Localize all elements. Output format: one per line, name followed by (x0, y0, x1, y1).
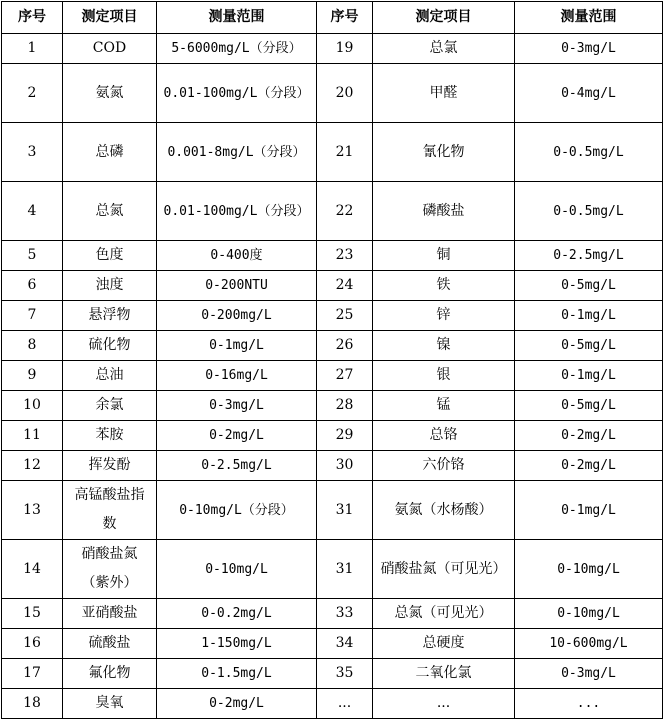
table-row (2, 331, 663, 361)
table-row (2, 182, 663, 241)
serial-cell: 13 (2, 481, 63, 540)
table-body (2, 34, 663, 719)
item-cell: 总油 (63, 361, 157, 391)
item-cell: 氨氮（水杨酸） (373, 481, 515, 540)
table-row (2, 629, 663, 659)
table-row (2, 689, 663, 719)
range-cell: 0-3mg/L (515, 34, 663, 64)
table-row (2, 659, 663, 689)
item-cell: 银 (373, 361, 515, 391)
range-cell: 0-10mg/L (157, 540, 317, 599)
item-cell: 浊度 (63, 271, 157, 301)
item-cell: 铜 (373, 241, 515, 271)
range-cell: 0-10mg/L (515, 599, 663, 629)
serial-cell: 26 (317, 331, 373, 361)
table-row (2, 540, 663, 599)
serial-cell: 25 (317, 301, 373, 331)
serial-cell: 2 (2, 64, 63, 123)
serial-cell: 31 (317, 540, 373, 599)
table-row (2, 123, 663, 182)
item-cell: 硫酸盐 (63, 629, 157, 659)
item-cell: 色度 (63, 241, 157, 271)
item-cell: 硝酸盐氮（紫外） (63, 540, 157, 599)
table-row (2, 301, 663, 331)
range-cell: 0-1.5mg/L (157, 659, 317, 689)
serial-cell: 1 (2, 34, 63, 64)
item-cell: 氟化物 (63, 659, 157, 689)
range-cell: 0-2mg/L (515, 421, 663, 451)
header-serial-2: 序号 (317, 2, 373, 34)
range-cell: 0-0.2mg/L (157, 599, 317, 629)
item-cell: 苯胺 (63, 421, 157, 451)
item-cell: 六价铬 (373, 451, 515, 481)
table-row (2, 361, 663, 391)
item-cell: 铁 (373, 271, 515, 301)
range-cell: 0-1mg/L (515, 301, 663, 331)
table-row (2, 421, 663, 451)
range-cell: 0-10mg/L (515, 540, 663, 599)
range-cell: 0-1mg/L (515, 361, 663, 391)
range-cell: 0-1mg/L (515, 481, 663, 540)
range-cell: 1-150mg/L (157, 629, 317, 659)
item-cell: 氨氮 (63, 64, 157, 123)
range-cell: 0-0.5mg/L (515, 182, 663, 241)
item-cell: 总硬度 (373, 629, 515, 659)
table-row (2, 241, 663, 271)
item-cell: 氰化物 (373, 123, 515, 182)
serial-cell: 19 (317, 34, 373, 64)
item-cell: 余氯 (63, 391, 157, 421)
serial-cell: 27 (317, 361, 373, 391)
table-row (2, 451, 663, 481)
serial-cell: ... (317, 689, 373, 719)
item-cell: 亚硝酸盐 (63, 599, 157, 629)
range-cell: 0-10mg/L（分段） (157, 481, 317, 540)
serial-cell: 3 (2, 123, 63, 182)
range-cell: 0-2.5mg/L (515, 241, 663, 271)
serial-cell: 33 (317, 599, 373, 629)
item-cell: 磷酸盐 (373, 182, 515, 241)
serial-cell: 29 (317, 421, 373, 451)
item-cell: 高锰酸盐指数 (63, 481, 157, 540)
item-cell: 总磷 (63, 123, 157, 182)
range-cell: 0-1mg/L (157, 331, 317, 361)
item-cell: 锌 (373, 301, 515, 331)
range-cell: 0-5mg/L (515, 331, 663, 361)
range-cell: 0-3mg/L (157, 391, 317, 421)
header-serial-1: 序号 (2, 2, 63, 34)
serial-cell: 16 (2, 629, 63, 659)
table-row (2, 599, 663, 629)
range-cell: 0.01-100mg/L（分段） (157, 182, 317, 241)
range-cell: 10-600mg/L (515, 629, 663, 659)
header-item-1: 测定项目 (63, 2, 157, 34)
serial-cell: 4 (2, 182, 63, 241)
item-cell: 挥发酚 (63, 451, 157, 481)
serial-cell: 12 (2, 451, 63, 481)
serial-cell: 10 (2, 391, 63, 421)
serial-cell: 20 (317, 64, 373, 123)
measurement-range-table (1, 1, 663, 719)
range-cell: 0-200NTU (157, 271, 317, 301)
range-cell: 0-3mg/L (515, 659, 663, 689)
item-cell: 悬浮物 (63, 301, 157, 331)
item-cell: 镍 (373, 331, 515, 361)
serial-cell: 7 (2, 301, 63, 331)
range-cell: 0-0.5mg/L (515, 123, 663, 182)
item-cell: 臭氧 (63, 689, 157, 719)
range-cell: 0.01-100mg/L（分段） (157, 64, 317, 123)
serial-cell: 24 (317, 271, 373, 301)
range-cell: 5-6000mg/L（分段） (157, 34, 317, 64)
table-row (2, 64, 663, 123)
range-cell: 0-2.5mg/L (157, 451, 317, 481)
serial-cell: 6 (2, 271, 63, 301)
table-row (2, 391, 663, 421)
serial-cell: 35 (317, 659, 373, 689)
header-item-2: 测定项目 (373, 2, 515, 34)
item-cell: ... (373, 689, 515, 719)
item-cell: COD (63, 34, 157, 64)
serial-cell: 15 (2, 599, 63, 629)
serial-cell: 14 (2, 540, 63, 599)
serial-cell: 30 (317, 451, 373, 481)
serial-cell: 31 (317, 481, 373, 540)
serial-cell: 23 (317, 241, 373, 271)
serial-cell: 34 (317, 629, 373, 659)
range-cell: 0-2mg/L (157, 421, 317, 451)
range-cell: 0-2mg/L (157, 689, 317, 719)
serial-cell: 21 (317, 123, 373, 182)
range-cell: 0-400度 (157, 241, 317, 271)
serial-cell: 9 (2, 361, 63, 391)
item-cell: 总氮（可见光） (373, 599, 515, 629)
item-cell: 硝酸盐氮（可见光） (373, 540, 515, 599)
range-cell: ... (515, 689, 663, 719)
item-cell: 总铬 (373, 421, 515, 451)
item-cell: 总氯 (373, 34, 515, 64)
serial-cell: 5 (2, 241, 63, 271)
header-range-2: 测量范围 (515, 2, 663, 34)
range-cell: 0-200mg/L (157, 301, 317, 331)
range-cell: 0-4mg/L (515, 64, 663, 123)
range-cell: 0-5mg/L (515, 391, 663, 421)
range-cell: 0.001-8mg/L（分段） (157, 123, 317, 182)
range-cell: 0-5mg/L (515, 271, 663, 301)
table-row (2, 271, 663, 301)
serial-cell: 11 (2, 421, 63, 451)
item-cell: 甲醛 (373, 64, 515, 123)
header-range-1: 测量范围 (157, 2, 317, 34)
table-row (2, 481, 663, 540)
range-cell: 0-16mg/L (157, 361, 317, 391)
serial-cell: 8 (2, 331, 63, 361)
serial-cell: 18 (2, 689, 63, 719)
item-cell: 总氮 (63, 182, 157, 241)
serial-cell: 28 (317, 391, 373, 421)
serial-cell: 17 (2, 659, 63, 689)
serial-cell: 22 (317, 182, 373, 241)
item-cell: 二氧化氯 (373, 659, 515, 689)
item-cell: 锰 (373, 391, 515, 421)
table-row (2, 34, 663, 64)
table-header-row (2, 2, 663, 34)
item-cell: 硫化物 (63, 331, 157, 361)
range-cell: 0-2mg/L (515, 451, 663, 481)
